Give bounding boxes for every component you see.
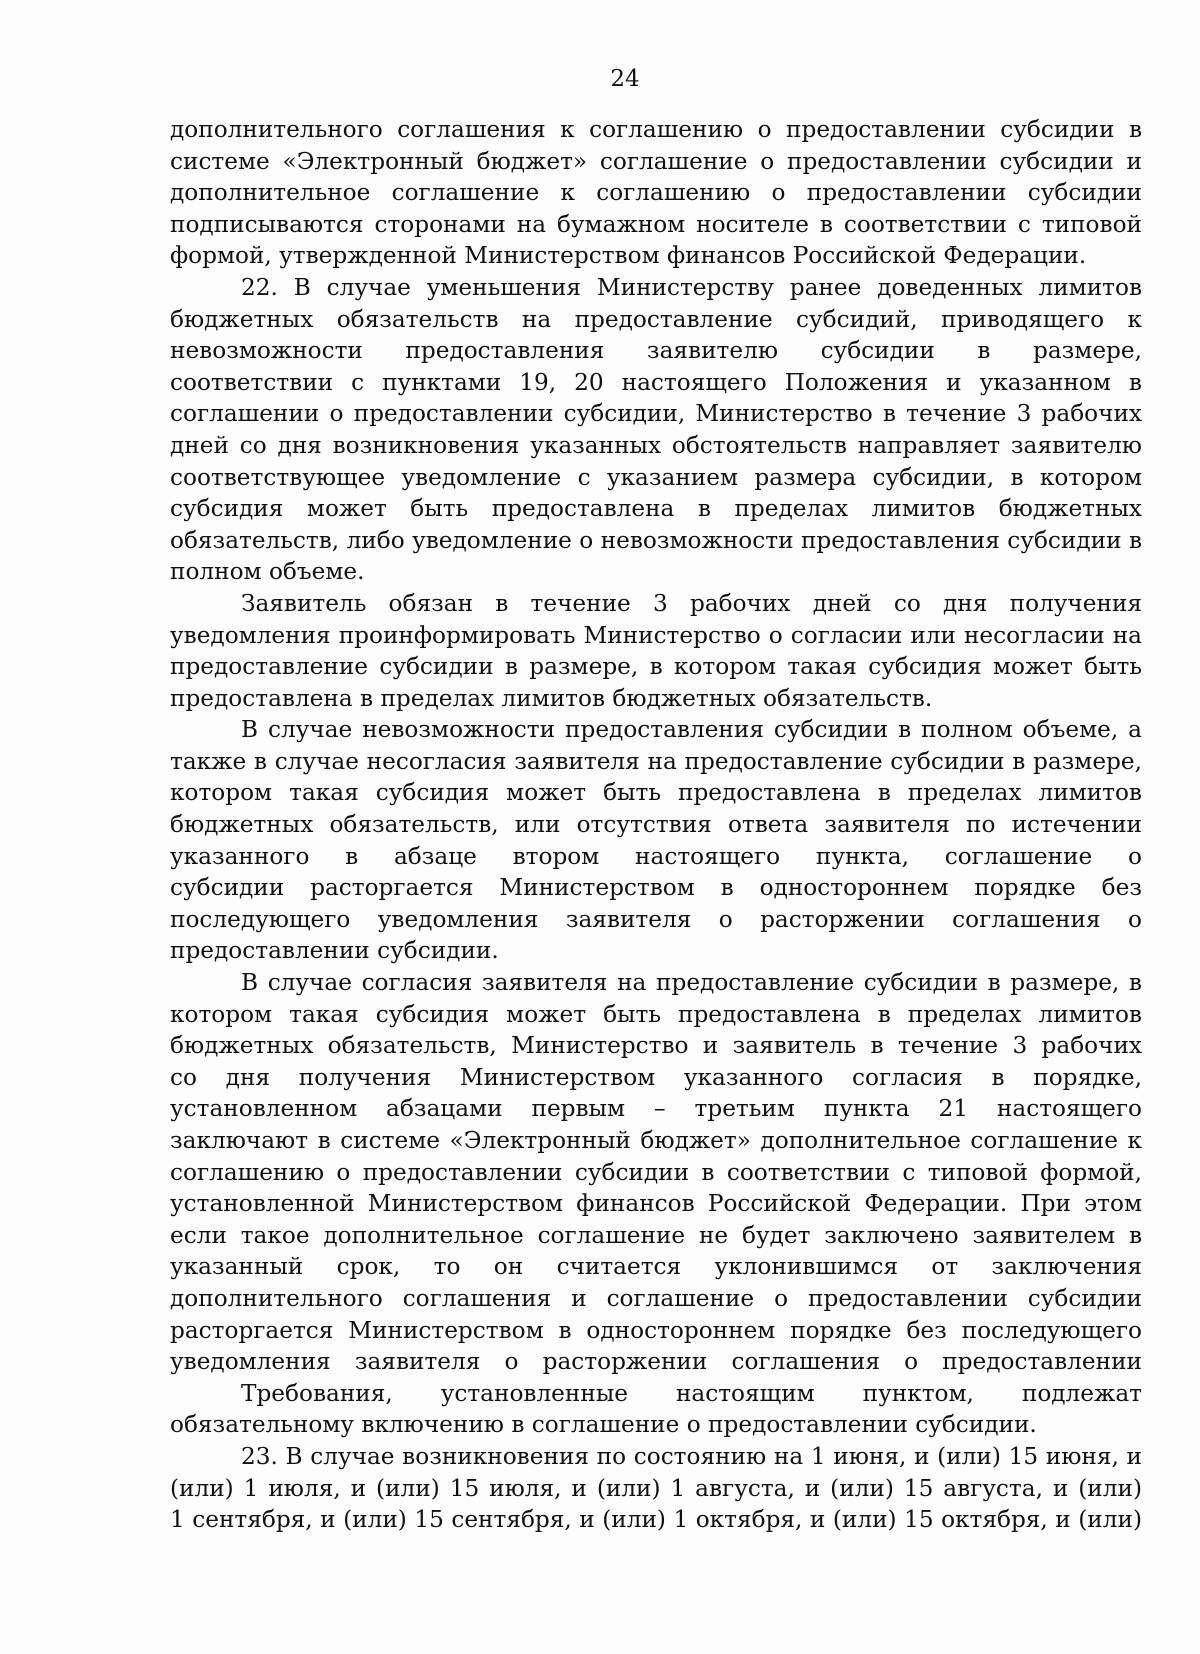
text-line: дополнительного соглашения и соглашение о предоставлении субсидии — [170, 1284, 1142, 1312]
text-line: В случае согласия заявителя на предоставление субсидии в размере, в — [241, 969, 1142, 997]
text-line: Заявитель обязан в течение 3 рабочих дней со дня получения — [241, 589, 1142, 617]
text-line: (или) 1 июля, и (или) 15 июля, и (или) 1 августа, и (или) 15 августа, и (или) — [170, 1474, 1142, 1502]
text-line: бюджетных обязательств, Министерство и заявитель в течение 3 рабочих — [170, 1032, 1142, 1060]
text-line: соответствии с пунктами 19, 20 настоящего Положения и указанном в — [170, 368, 1142, 396]
text-line: дней со дня возникновения указанных обстоятельств направляет заявителю — [170, 431, 1142, 459]
text-line: системе «Электронный бюджет» соглашение о предоставлении субсидии и — [170, 147, 1142, 175]
text-line: субсидия может быть предоставлена в пределах лимитов бюджетных — [170, 495, 1142, 523]
text-line: субсидии расторгается Министерством в одностороннем порядке без — [170, 874, 1142, 902]
paragraph-requirements — [170, 1378, 1142, 1441]
text-line: Требования, установленные настоящим пунктом, подлежат — [241, 1379, 1142, 1407]
text-line: предоставление субсидии в размере, в котором такая субсидия может быть — [170, 653, 1142, 681]
text-line: соответствующее уведомление с указанием размера субсидии, в котором — [170, 463, 1142, 491]
paragraph-continuation — [170, 114, 1142, 272]
text-line: формой, утвержденной Министерством финансов Российской Федерации. — [170, 242, 1087, 270]
document-body — [170, 114, 1142, 1536]
text-line: бюджетных обязательств, или отсутствия ответа заявителя по истечении — [170, 811, 1142, 839]
text-line: указанный срок, то он считается уклонившимся от заключения — [170, 1253, 1142, 1281]
text-line: предоставлена в пределах лимитов бюджетных обязательств. — [170, 684, 933, 712]
page-number: 24 — [610, 66, 640, 92]
text-line: дополнительного соглашения к соглашению о предоставлении субсидии в — [170, 116, 1142, 143]
paragraph-item-22 — [170, 272, 1142, 588]
text-line: уведомления заявителя о расторжении соглашения о предоставлении — [170, 1348, 1142, 1376]
text-line: 1 сентября, и (или) 15 сентября, и (или) 1 октября, и (или) 15 октября, и (или) — [170, 1506, 1142, 1534]
paragraph-agreement-case — [170, 967, 1142, 1378]
text-line: В случае невозможности предоставления субсидии в полном объеме, а — [241, 716, 1142, 744]
text-line: 23. В случае возникновения по состоянию на 1 июня, и (или) 15 июня, и — [241, 1442, 1142, 1470]
text-line: полном объеме. — [170, 558, 365, 586]
text-line: расторгается Министерством в одностороннем порядке без последующего — [170, 1316, 1142, 1344]
text-line: невозможности предоставления заявителю субсидии в размере, — [170, 337, 1142, 365]
text-line: заключают в системе «Электронный бюджет» дополнительное соглашение к — [170, 1127, 1142, 1154]
text-line: дополнительное соглашение к соглашению о предоставлении субсидии — [170, 179, 1142, 207]
paragraph-impossibility-case — [170, 714, 1142, 967]
text-line: соглашении о предоставлении субсидии, Министерство в течение 3 рабочих — [170, 400, 1142, 428]
text-line: подписываются сторонами на бумажном носителе в соответствии с типовой — [170, 210, 1142, 238]
text-line: также в случае несогласия заявителя на предоставление субсидии в размере, — [170, 747, 1142, 775]
text-line: со дня получения Министерством указанного согласия в порядке, — [170, 1063, 1142, 1091]
text-line: установленной Министерством финансов Российской Федерации. При этом — [170, 1190, 1142, 1218]
text-line: если такое дополнительное соглашение не будет заключено заявителем в — [170, 1221, 1142, 1249]
text-line: котором такая субсидия может быть предоставлена в пределах лимитов — [170, 779, 1142, 807]
text-line: бюджетных обязательств на предоставление субсидий, приводящего к — [170, 305, 1142, 333]
paragraph-applicant-obliged — [170, 588, 1142, 714]
text-line: обязательному включению в соглашение о предоставлении субсидии. — [170, 1411, 1037, 1439]
text-line: предоставлении субсидии. — [170, 937, 499, 965]
text-line: указанного в абзаце втором настоящего пункта, соглашение о — [170, 842, 1142, 870]
text-line: котором такая субсидия может быть предоставлена в пределах лимитов — [170, 1000, 1142, 1028]
text-line: последующего уведомления заявителя о расторжении соглашения о — [170, 905, 1142, 933]
text-line: 22. В случае уменьшения Министерству ранее доведенных лимитов — [241, 273, 1142, 301]
text-line: уведомления проинформировать Министерство о согласии или несогласии на — [170, 621, 1142, 649]
text-line: установленном абзацами первым – третьим пункта 21 настоящего — [170, 1095, 1142, 1123]
text-line: обязательств, либо уведомление о невозможности предоставления субсидии в — [170, 526, 1142, 554]
text-line: соглашению о предоставлении субсидии в соответствии с типовой формой, — [170, 1158, 1142, 1186]
paragraph-item-23 — [170, 1441, 1142, 1536]
